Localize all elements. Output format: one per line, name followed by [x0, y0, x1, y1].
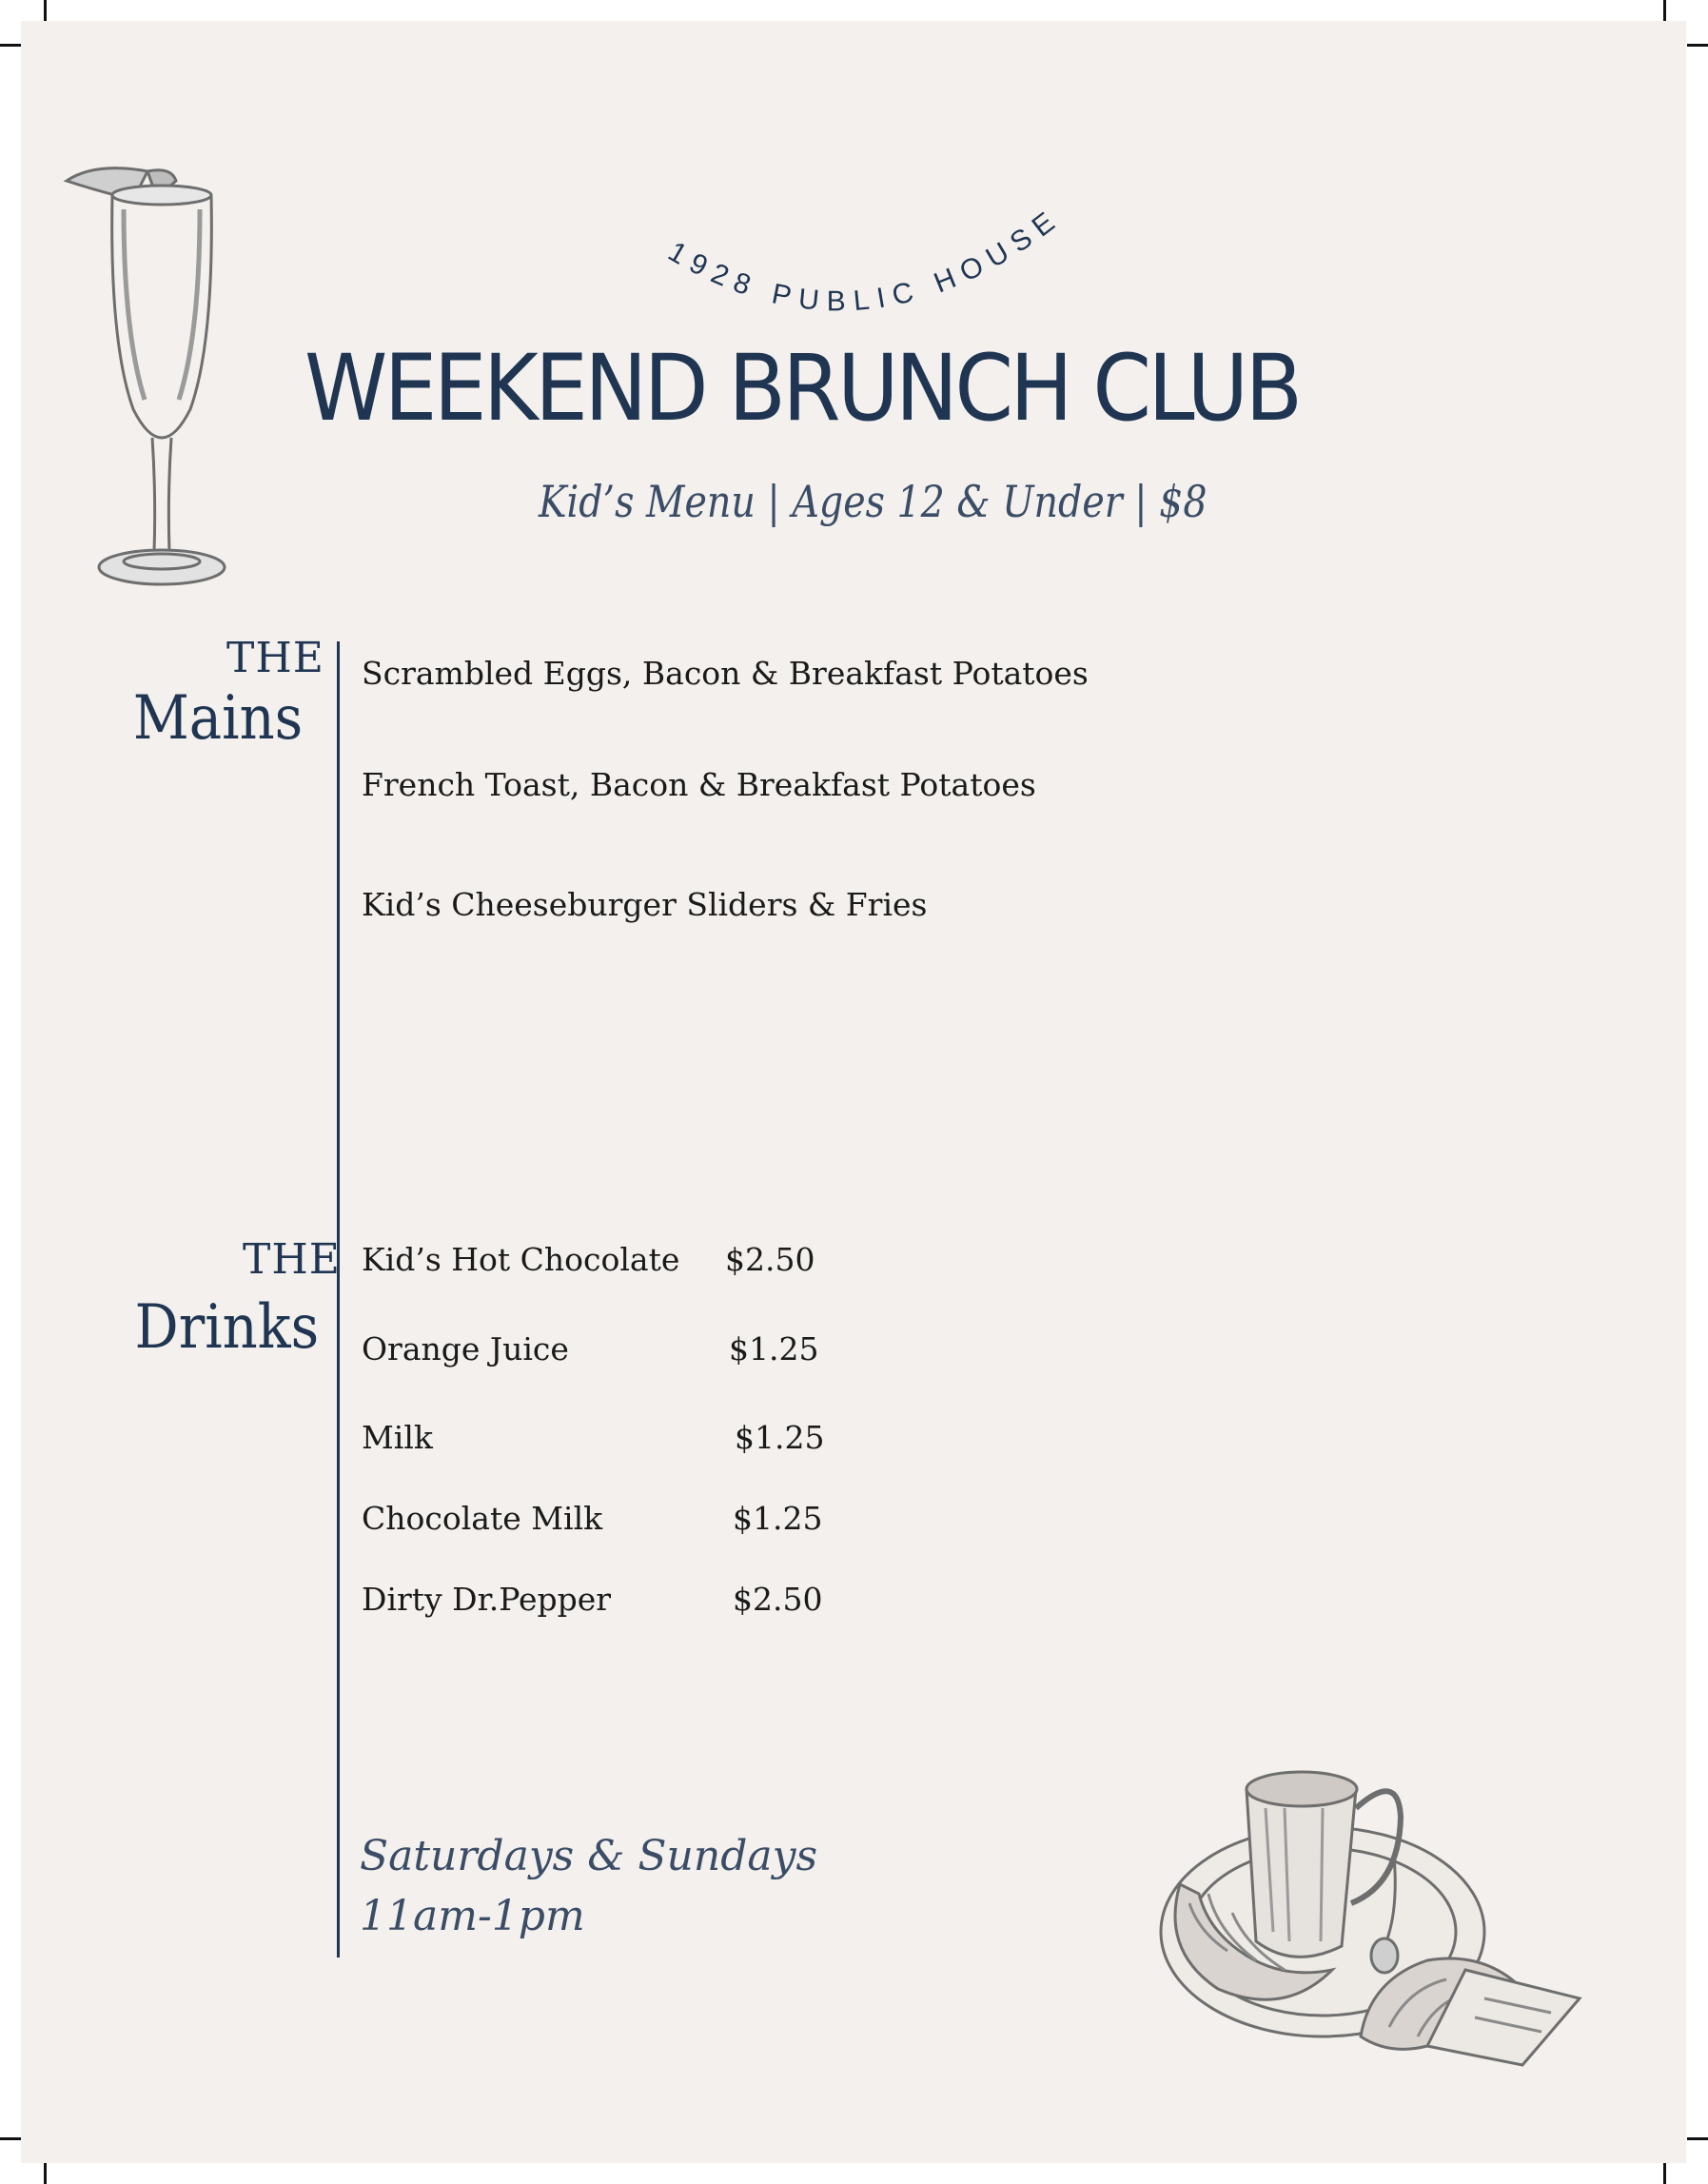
drink-item: Chocolate Milk	[362, 1500, 603, 1537]
arc-text-path: 1928 PUBLIC HOUSE	[662, 201, 1068, 318]
page-title: WEEKEND BRUNCH CLUB	[304, 335, 1300, 442]
drink-price: $1.25	[733, 1500, 823, 1537]
menu-subtitle: Kid’s Menu | Ages 12 & Under | $8	[539, 476, 1207, 527]
drink-item: Milk	[362, 1419, 433, 1456]
champagne-glass-icon	[57, 152, 266, 600]
brand-arc-text	[628, 190, 1104, 324]
drink-price: $1.25	[729, 1330, 819, 1367]
drink-price: $2.50	[725, 1241, 815, 1278]
drink-price: $2.50	[733, 1581, 823, 1618]
crop-mark	[1663, 0, 1666, 21]
crop-mark	[1687, 44, 1708, 47]
crop-mark	[44, 0, 47, 21]
menu-item: Scrambled Eggs, Bacon & Breakfast Potatoes	[362, 655, 1089, 692]
menu-item: French Toast, Bacon & Breakfast Potatoes	[362, 766, 1036, 803]
drinks-heading: Drinks	[134, 1292, 319, 1363]
coffee-croissant-icon	[1142, 1741, 1608, 2084]
mains-prefix: THE	[226, 634, 324, 682]
svg-text:1928 PUBLIC HOUSE	[663, 202, 1068, 318]
crop-mark	[1687, 2137, 1708, 2140]
crop-mark	[0, 2137, 21, 2140]
service-days: Saturdays & Sundays	[360, 1832, 818, 1880]
drink-item: Dirty Dr.Pepper	[362, 1581, 612, 1618]
drink-item: Orange Juice	[362, 1330, 569, 1367]
mains-heading: Mains	[132, 683, 303, 754]
drink-price: $1.25	[735, 1419, 825, 1456]
crop-mark	[1663, 2163, 1666, 2184]
crop-mark	[0, 44, 21, 47]
drinks-prefix: THE	[243, 1235, 341, 1284]
menu-item: Kid’s Cheeseburger Sliders & Fries	[362, 886, 928, 923]
drink-item: Kid’s Hot Chocolate	[362, 1241, 680, 1278]
service-hours: 11am-1pm	[360, 1892, 585, 1940]
crop-mark	[44, 2163, 47, 2184]
section-divider	[337, 641, 340, 1958]
